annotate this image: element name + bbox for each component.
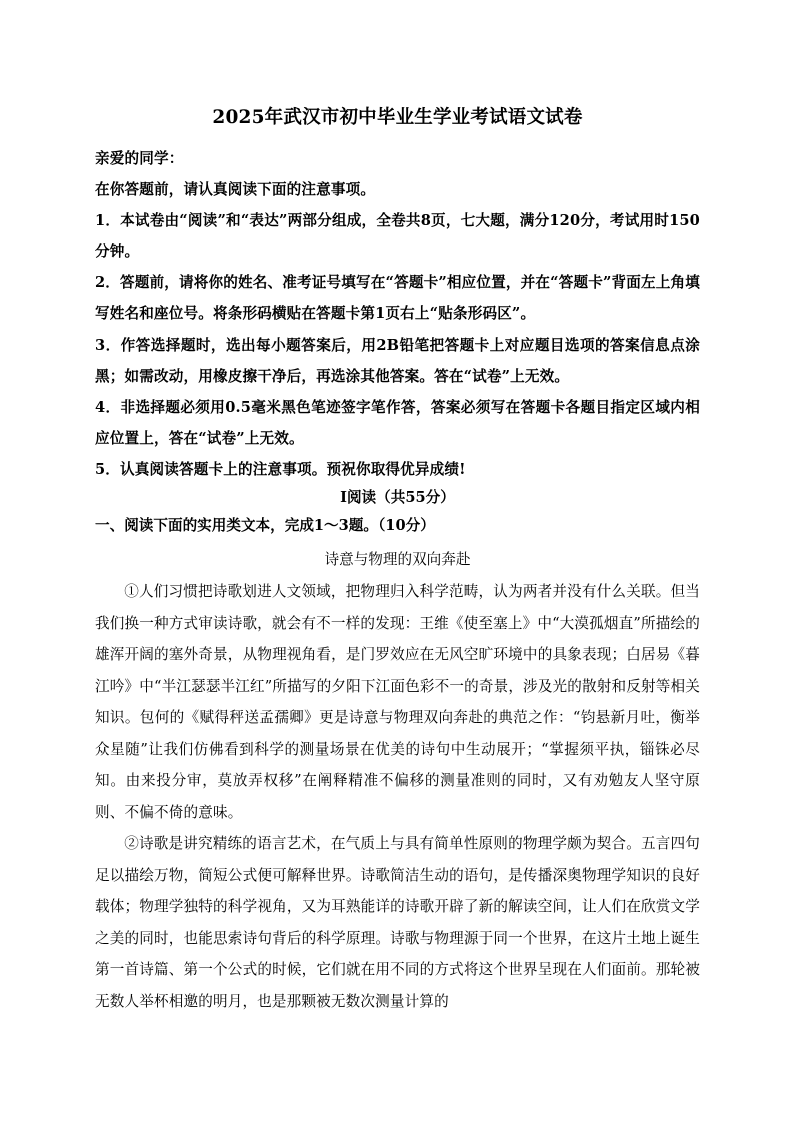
article-paragraph: ②诗歌是讲究精练的语言艺术，在气质上与具有简单性原则的物理学颇为契合。五言四句足以描绘万物，简短公式便可解释世界。诗歌简洁生动的语句，是传播深奥物理学知识的良好载体；物理学独特的科学视角，又为耳熟能详的诗歌开辟了新的解读空间，让人们在欣赏文学之美的同时，也能思索诗句背后的科学原理。诗歌与物理源于同一个世界，在这片土地上诞生第一首诗篇、第一个公式的时候，它们就在用不同的方式将这个世界呈现在人们面前。那轮被无数人举杯相邀的明月，也是那颗被无数次测量计算的 (95, 835, 700, 1010)
notice-item: 2．答题前，请将你的姓名、准考证号填写在“答题卡”相应位置，并在“答题卡”背面左上角填写姓名和座位号。将条形码横贴在答题卡第1页右上“贴条形码区”。 (95, 274, 700, 323)
section-title: Ⅰ阅读（共55分） (340, 489, 455, 506)
notice-item: 1．本试卷由“阅读”和“表达”两部分组成，全卷共8页，七大题，满分120分，考试用时150分钟。 (95, 212, 700, 261)
notice-block (95, 143, 700, 485)
notice-intro: 在你答题前，请认真阅读下面的注意事项。 (95, 181, 376, 199)
article-title: 诗意与物理的双向奔赴 (324, 551, 471, 568)
notice-item: 5．认真阅读答题卡上的注意事项。预祝你取得优异成绩! (95, 460, 466, 478)
notice-greeting: 亲爱的同学： (95, 150, 184, 167)
exam-title: 2025年武汉市初中毕业生学业考试语文试卷 (212, 107, 583, 128)
question-heading: 一、阅读下面的实用类文本，完成1～3题。（10分） (95, 517, 435, 534)
notice-item: 3．作答选择题时，选出每小题答案后，用2B铅笔把答题卡上对应题目选项的答案信息点涂黑；如需改动，用橡皮擦干净后，再选涂其他答案。答在“试卷”上无效。 (95, 336, 700, 385)
article-paragraph: ①人们习惯把诗歌划进人文领域，把物理归入科学范畴，认为两者并没有什么关联。但当我们换一种方式审读诗歌，就会有不一样的发现：王维《使至塞上》中“大漠孤烟直”所描绘的雄浑开阔的塞外奇景，从物理视角看，是门罗效应在无风空旷环境中的具象表现；白居易《暮江吟》中“半江瑟瑟半江红”所描写的夕阳下江面色彩不一的奇景，涉及光的散射和反射等相关知识。包何的《赋得秤送孟孺卿》更是诗意与物理双向奔赴的典范之作：“钧悬新月吐，衡举众星随”让我们仿佛看到科学的测量场景在优美的诗句中生动展开；“掌握须平执，锱铢必尽知。由来投分审，莫放弄权移”在阐释精准不偏移的测量准则的同时，又有劝勉友人坚守原则、不偏不倚的意味。 (95, 583, 700, 821)
notice-item: 4．非选择题必须用0.5毫米黑色笔迹签字笔作答，答案必须写在答题卡各题目指定区域内相应位置上，答在“试卷”上无效。 (95, 398, 700, 447)
article-body (95, 576, 700, 1017)
